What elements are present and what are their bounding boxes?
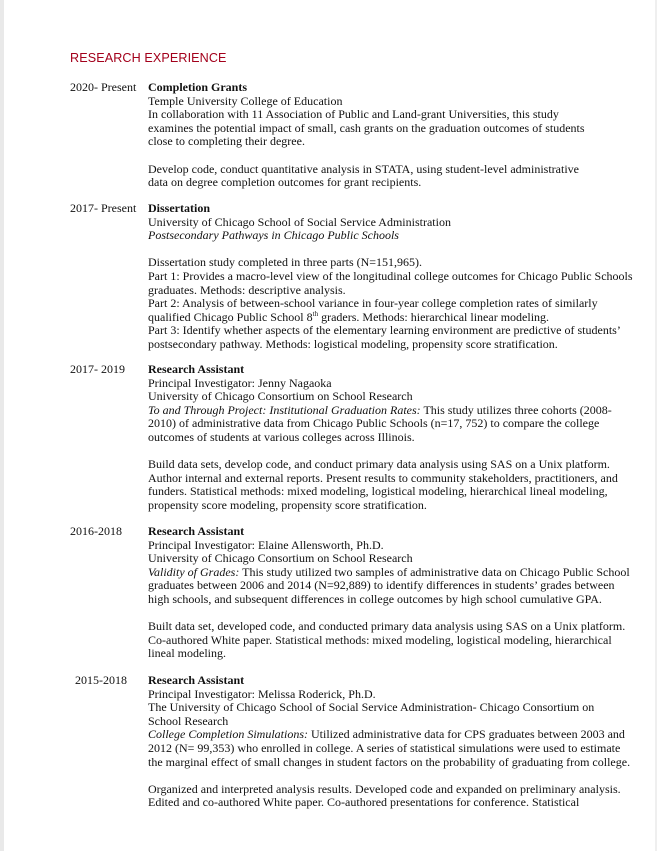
entry-line: graduates between 2006 and 2014 (N=92,889) to identify differences in students’ grades between bbox=[148, 578, 615, 593]
entry-line: School Research bbox=[148, 713, 229, 728]
entry-title: Research Assistant bbox=[148, 362, 245, 376]
entry-italic-line: Postsecondary Pathways in Chicago Public Schools bbox=[148, 228, 399, 243]
entry-line: In collaboration with 11 Association of Public and Land-grant Universities, this study bbox=[148, 107, 559, 122]
entry-body bbox=[148, 202, 638, 352]
entry-line: College Completion Simulations: Utilized administrative data for CPS graduates between 2003 and bbox=[148, 727, 625, 742]
entry-line: examines the potential impact of small, cash grants on the graduation outcomes of students bbox=[148, 120, 585, 135]
entry-line: Develop code, conduct quantitative analysis in STATA, using student-level administrative bbox=[148, 161, 579, 176]
page-left-edge bbox=[0, 0, 4, 851]
entry-line: the marginal effect of small changes in student factors on the probability of graduating from college. bbox=[148, 754, 631, 769]
entry-title: Research Assistant bbox=[148, 524, 245, 538]
entry-line: 2010) of administrative data from Chicago Public Schools (n=17, 752) to compare the college bbox=[148, 416, 600, 431]
entry-date: 2020- Present bbox=[70, 80, 137, 94]
entry-line: Organized and interpreted analysis results. Developed code and expanded on preliminary analysis. bbox=[148, 781, 621, 796]
entry-line: qualified Chicago Public School 8th graders. Methods: hierarchical linear modeling. bbox=[148, 309, 550, 324]
entry-line: lineal modeling. bbox=[148, 646, 226, 661]
entry-line: Temple University College of Education bbox=[148, 93, 343, 108]
entry-line: close to completing their degree. bbox=[148, 134, 305, 149]
entry-line: Co-authored White paper. Statistical methods: mixed modeling, logistical modeling, hierarchical bbox=[148, 632, 612, 647]
entry-title: Research Assistant bbox=[148, 673, 245, 687]
entry-body bbox=[148, 674, 638, 810]
entry-title: Dissertation bbox=[148, 201, 210, 215]
entry-line: Principal Investigator: Jenny Nagaoka bbox=[148, 375, 332, 390]
entry-line: graduates. Methods: descriptive analysis. bbox=[148, 282, 346, 297]
entry-line: Part 1: Provides a macro-level view of the longitudinal college outcomes for Chicago Public Schools bbox=[148, 268, 633, 283]
entry-line: 2012 (N= 99,353) who enrolled in college. A series of statistical simulations were used to estimate bbox=[148, 740, 621, 755]
entry-date: 2016-2018 bbox=[70, 524, 122, 538]
section-heading: RESEARCH EXPERIENCE bbox=[70, 51, 227, 65]
entry-line: Built data set, developed code, and conducted primary data analysis using SAS on a Unix platform. bbox=[148, 619, 626, 634]
entry-body bbox=[148, 525, 638, 661]
entry-line: Part 2: Analysis of between-school variance in four-year college completion rates of similarly bbox=[148, 296, 598, 311]
entry-line: Edited and co-authored White paper. Co-authored presentations for conference. Statistical bbox=[148, 795, 580, 810]
entry-line: Validity of Grades: This study utilized two samples of administrative data on Chicago Public School bbox=[148, 564, 630, 579]
entry-line: outcomes of students at various colleges across Illinois. bbox=[148, 429, 415, 444]
entry-line: Principal Investigator: Melissa Roderick, Ph.D. bbox=[148, 686, 376, 701]
entry-line: To and Through Project: Institutional Graduation Rates: This study utilizes three cohorts (2008- bbox=[148, 402, 612, 417]
entry-line: Author internal and external reports. Present results to community stakeholders, practitioners, and bbox=[148, 470, 618, 485]
entry-line: The University of Chicago School of Social Service Administration- Chicago Consortium on bbox=[148, 700, 595, 715]
entry-date: 2017- Present bbox=[70, 201, 137, 215]
entry-line: postsecondary pathway. Methods: logistical modeling, propensity score stratification. bbox=[148, 336, 558, 351]
entry-line: Principal Investigator: Elaine Allensworth, Ph.D. bbox=[148, 537, 384, 552]
entry-line: University of Chicago Consortium on School Research bbox=[148, 551, 413, 566]
entry-line: propensity score modeling, propensity score stratification. bbox=[148, 497, 427, 512]
entry-line: data on degree completion outcomes for grant recipients. bbox=[148, 175, 422, 190]
entry-body bbox=[148, 81, 638, 190]
entry-title: Completion Grants bbox=[148, 80, 247, 94]
entry-line: Part 3: Identify whether aspects of the elementary learning environment are predictive of students’ bbox=[148, 323, 621, 338]
entry-line: Dissertation study completed in three parts (N=151,965). bbox=[148, 255, 423, 270]
entry-date: 2017- 2019 bbox=[70, 362, 125, 376]
entry-date: 2015-2018 bbox=[75, 673, 127, 687]
entry-body bbox=[148, 363, 638, 513]
entry-line: funders. Statistical methods: mixed modeling, logistical modeling, hierarchical lineal modeling, bbox=[148, 484, 608, 499]
entry-line: University of Chicago Consortium on School Research bbox=[148, 389, 413, 404]
entry-line: Build data sets, develop code, and conduct primary data analysis using SAS on a Unix platform. bbox=[148, 457, 610, 472]
entry-line: high schools, and subsequent differences in college outcomes by high school cumulative GPA. bbox=[148, 591, 602, 606]
entry-line: University of Chicago School of Social Service Administration bbox=[148, 214, 451, 229]
